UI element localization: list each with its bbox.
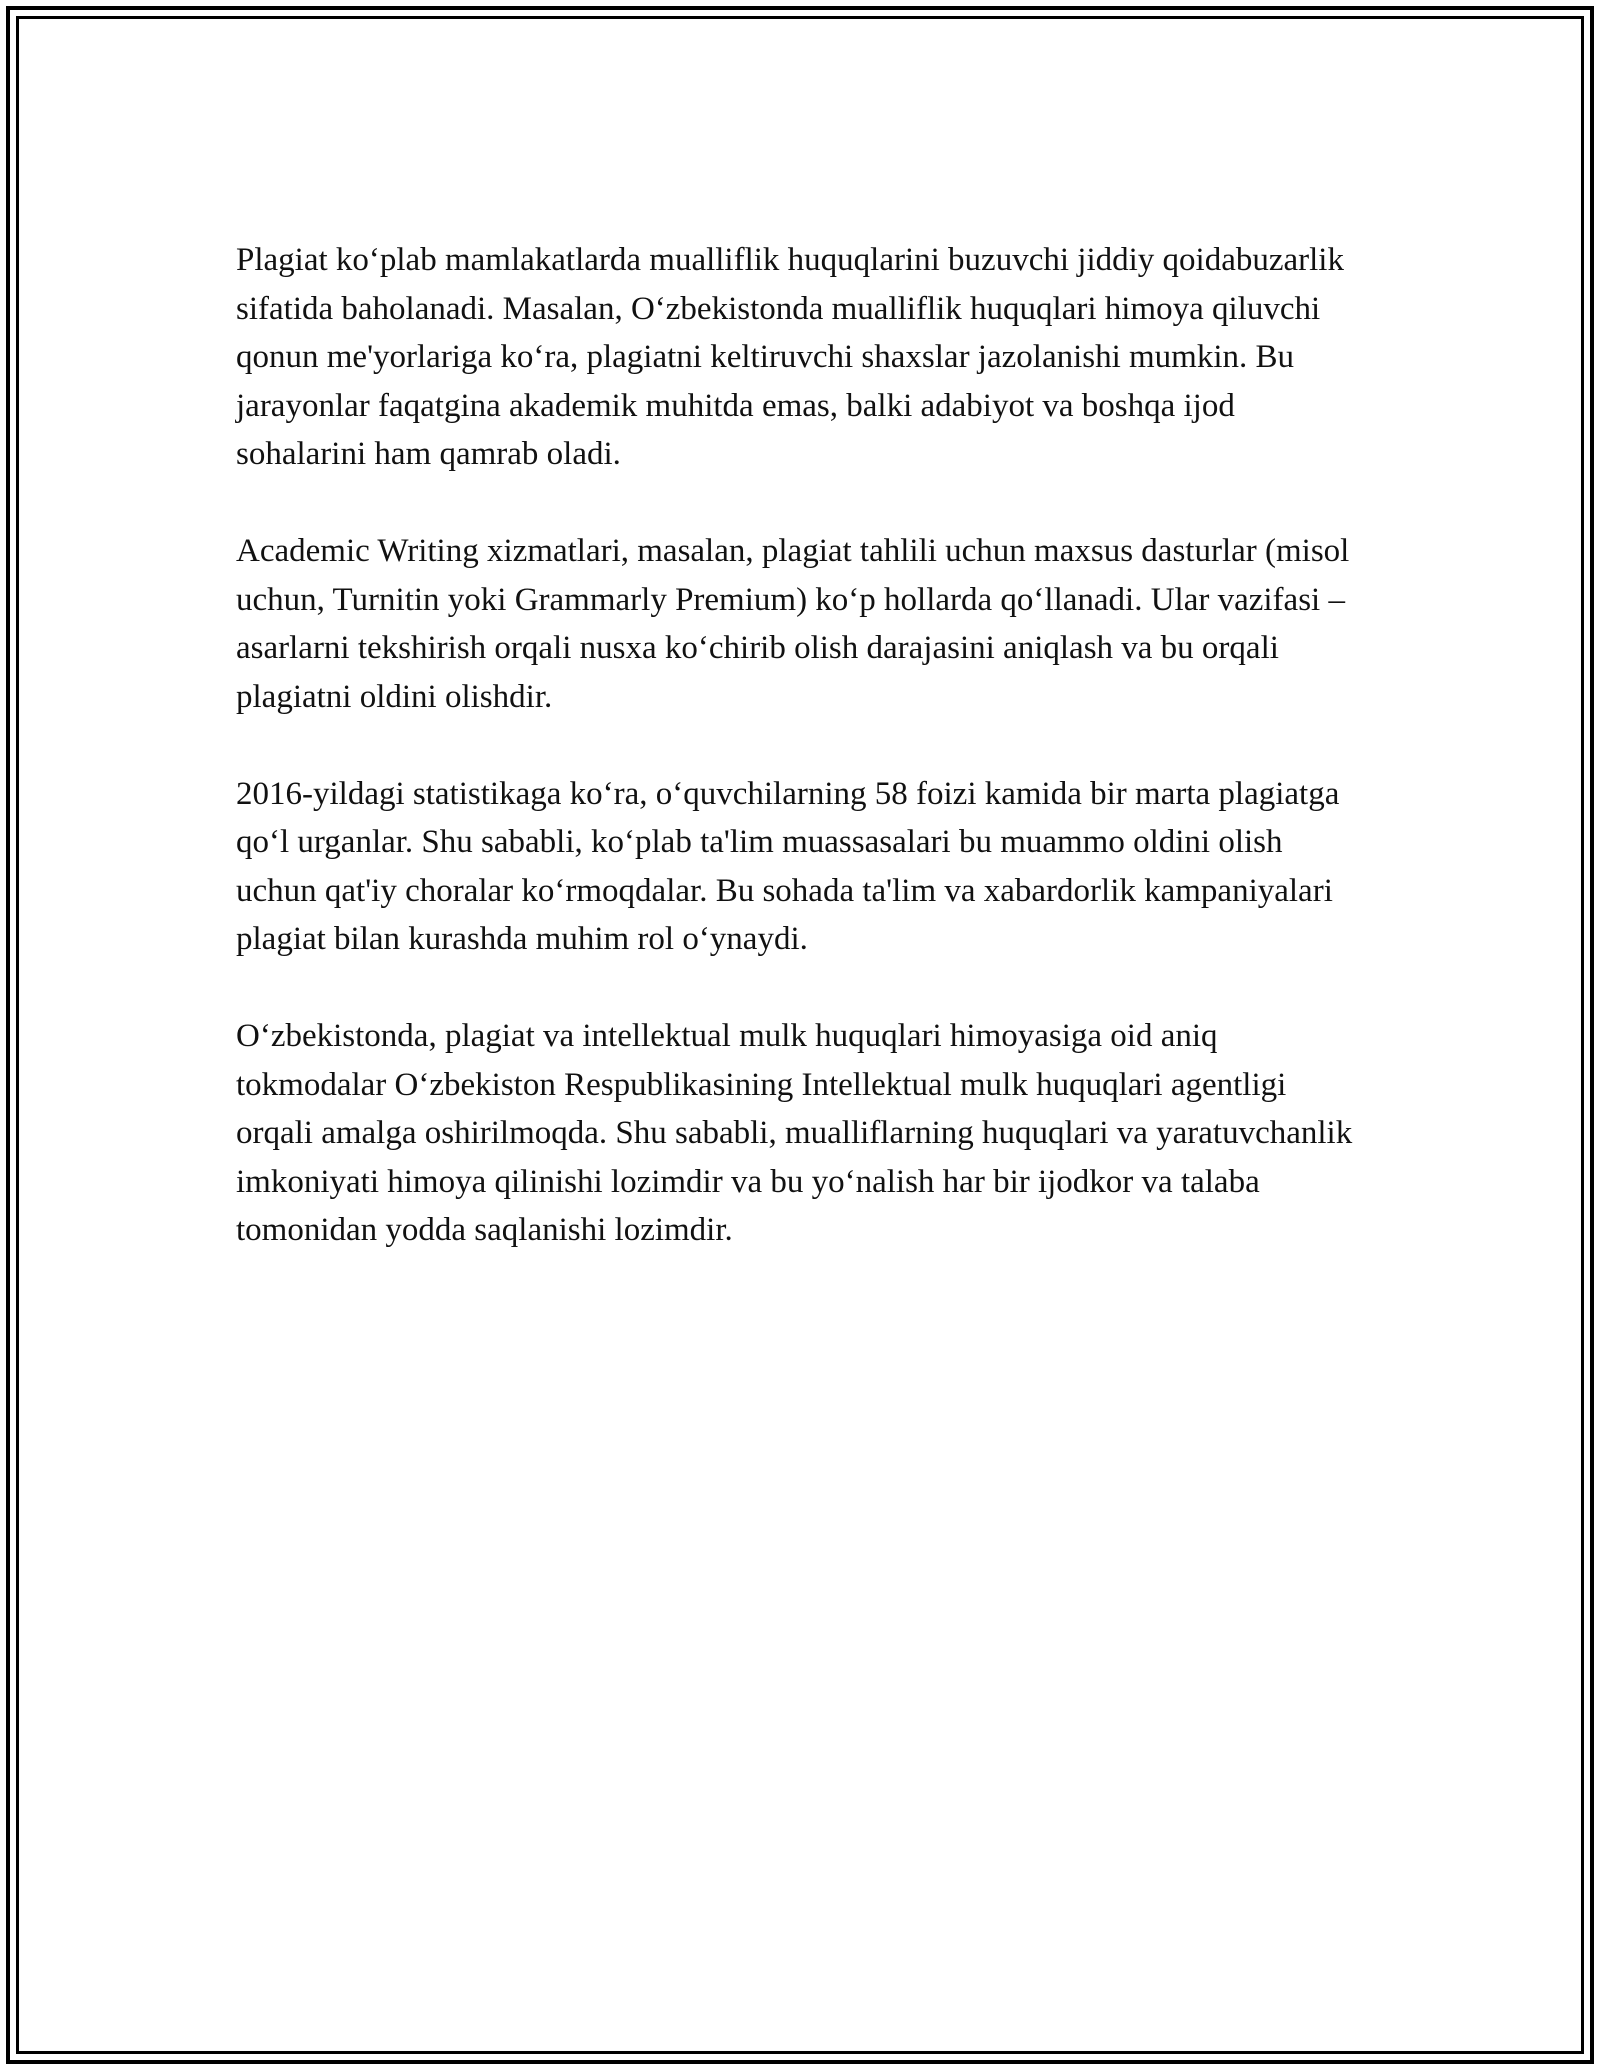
paragraph-3: 2016-yildagi statistikaga ko‘ra, o‘quvchilarning 58 foizi kamida bir marta plagiatga qo‘l urganlar. Shu sababli, ko‘plab ta'lim muassasalari bu muammo oldini olish uchun qat'iy choralar ko‘rmoqdalar. Bu sohada ta'lim va xabardorlik kampaniyalari plagiat bilan kurashda muhim rol o‘ynaydi. xyxy=(236,775,1340,957)
paragraph-4: O‘zbekistonda, plagiat va intellektual mulk huquqlari himoyasiga oid aniq tokmodalar O‘zbekiston Respublikasining Intellektual mulk huquqlari agentligi orqali amalga oshirilmoqda. Shu sababli, mualliflarning huquqlari va yaratuvchanlik imkoniyati himoya qilinishi lozimdir va bu yo‘nalish har bir ijodkor va talaba tomonidan yodda saqlanishi lozimdir. xyxy=(236,1018,1353,1248)
document-body xyxy=(236,236,1356,1303)
paragraph-2: Academic Writing xizmatlari, masalan, plagiat tahlili uchun maxsus dasturlar (misol uchun, Turnitin yoki Grammarly Premium) ko‘p hollarda qo‘llanadi. Ular vazifasi – asarlarni tekshirish orqali nusxa ko‘chirib olish darajasini aniqlash va bu orqali plagiatni oldini olishdir. xyxy=(236,533,1350,715)
paragraph-1: Plagiat ko‘plab mamlakatlarda mualliflik huquqlarini buzuvchi jiddiy qoidabuzarlik sifatida baholanadi. Masalan, O‘zbekistonda mualliflik huquqlari himoya qiluvchi qonun me'yorlariga ko‘ra, plagiatni keltiruvchi shaxslar jazolanishi mumkin. Bu jarayonlar faqatgina akademik muhitda emas, balki adabiyot va boshqa ijod sohalarini ham qamrab oladi. xyxy=(236,242,1344,472)
